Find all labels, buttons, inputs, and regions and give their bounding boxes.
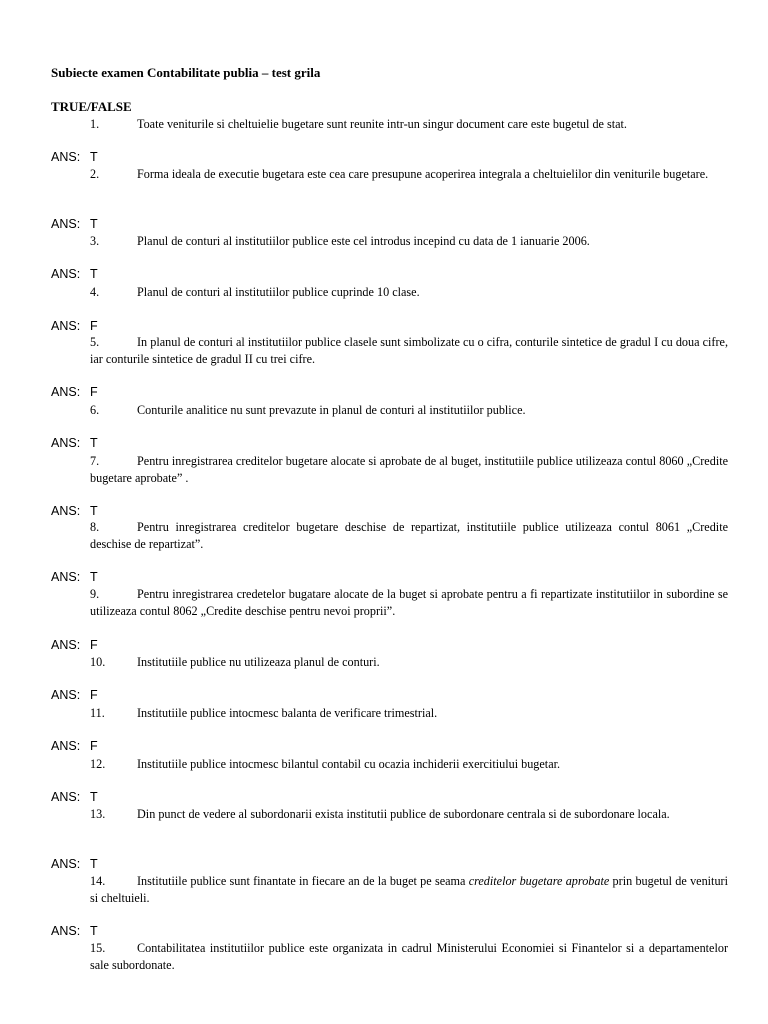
- question-number: 4.: [90, 285, 100, 299]
- document-title: Subiecte examen Contabilitate publia – test grila: [51, 65, 321, 80]
- question-text: Planul de conturi al institutiilor publice este cel introdus incepind cu data de 1 ianuarie 2006.: [137, 234, 590, 248]
- answer-value: T: [90, 217, 98, 231]
- answer-label: ANS:: [51, 790, 81, 804]
- answer-label: ANS:: [51, 385, 81, 399]
- answer-line: [51, 688, 98, 702]
- question-text: Din punct de vedere al subordonarii exista institutii publice de subordonare centrala si de subordonare locala.: [137, 807, 670, 821]
- answer-line: [51, 217, 98, 231]
- answer-value: F: [90, 385, 98, 399]
- question-item: [90, 116, 728, 133]
- question-number: 6.: [90, 403, 100, 417]
- answer-line: [51, 504, 98, 518]
- question-number: 2.: [90, 167, 100, 181]
- answer-value: T: [90, 504, 98, 518]
- answer-line: [51, 739, 98, 753]
- question-number: 10.: [90, 655, 106, 669]
- answer-label: ANS:: [51, 739, 81, 753]
- question-text: Pentru inregistrarea creditelor bugetare deschise de repartizat, institutiile publice utilizeaza contul 8061 „Credite deschise de repartizat”.: [90, 520, 728, 551]
- question-item: [90, 284, 728, 301]
- answer-label: ANS:: [51, 267, 81, 281]
- answer-label: ANS:: [51, 688, 81, 702]
- answer-value: T: [90, 570, 98, 584]
- answer-line: [51, 570, 98, 584]
- question-text: Pentru inregistrarea creditelor bugetare alocate si aprobate de al buget, institutiile publice utilizeaza contul 8060 „Credite bugetare aprobate” .: [90, 454, 728, 485]
- question-number: 8.: [90, 520, 100, 534]
- answer-label: ANS:: [51, 504, 81, 518]
- question-item: [90, 453, 728, 487]
- question-number: 13.: [90, 807, 106, 821]
- question-text: Institutiile publice sunt finantate in fiecare an de la buget pe seama: [137, 874, 469, 888]
- question-text: Forma ideala de executie bugetara este cea care presupune acoperirea integrala a cheltuielilor din veniturile bugetare.: [137, 167, 709, 181]
- answer-line: [51, 150, 98, 164]
- question-number: 9.: [90, 587, 100, 601]
- question-item: [90, 756, 728, 773]
- answer-line: [51, 385, 98, 399]
- question-item: [90, 940, 728, 974]
- answer-label: ANS:: [51, 924, 81, 938]
- question-number: 5.: [90, 335, 100, 349]
- question-text: Institutiile publice intocmesc balanta de verificare trimestrial.: [137, 706, 438, 720]
- question-item: [90, 586, 728, 620]
- question-text: Toate veniturile si cheltuielie bugetare sunt reunite intr-un singur document care este bugetul de stat.: [137, 117, 627, 131]
- answer-value: T: [90, 436, 98, 450]
- question-text-continued: prin bugetul de venituri si cheltuieli.: [90, 874, 728, 905]
- answer-value: F: [90, 638, 98, 652]
- question-item: [90, 654, 728, 671]
- answer-line: [51, 436, 98, 450]
- question-text: Planul de conturi al institutiilor publice cuprinde 10 clase.: [137, 285, 420, 299]
- answer-label: ANS:: [51, 150, 81, 164]
- answer-value: T: [90, 267, 98, 281]
- answer-value: T: [90, 924, 98, 938]
- question-item: [90, 402, 728, 419]
- question-item: [90, 519, 728, 553]
- answer-line: [51, 857, 98, 871]
- answer-label: ANS:: [51, 570, 81, 584]
- question-item: [90, 233, 728, 250]
- answer-label: ANS:: [51, 436, 81, 450]
- question-item: [90, 166, 728, 183]
- answer-value: F: [90, 319, 98, 333]
- answer-label: ANS:: [51, 319, 81, 333]
- question-number: 15.: [90, 941, 106, 955]
- answer-line: [51, 319, 98, 333]
- answer-line: [51, 790, 98, 804]
- question-text: Pentru inregistrarea credetelor bugatare alocate de la buget si aprobate pentru a fi repartizate institutiilor in subordine se utilizeaza contul 8062 „Credite deschise pentru nevoi proprii”.: [90, 587, 728, 618]
- answer-value: T: [90, 150, 98, 164]
- question-item: [90, 806, 728, 823]
- question-item: [90, 873, 728, 907]
- question-emphasis: creditelor bugetare aprobate: [468, 874, 610, 888]
- answer-line: [51, 267, 98, 281]
- answer-value: T: [90, 857, 98, 871]
- answer-label: ANS:: [51, 638, 81, 652]
- answer-value: F: [90, 688, 98, 702]
- answer-line: [51, 924, 98, 938]
- question-number: 7.: [90, 454, 100, 468]
- answer-line: [51, 638, 98, 652]
- question-number: 14.: [90, 874, 106, 888]
- answer-label: ANS:: [51, 857, 81, 871]
- question-item: [90, 705, 728, 722]
- question-number: 3.: [90, 234, 100, 248]
- question-text: Institutiile publice nu utilizeaza planul de conturi.: [137, 655, 380, 669]
- question-number: 12.: [90, 757, 106, 771]
- answer-value: T: [90, 790, 98, 804]
- question-number: 1.: [90, 117, 100, 131]
- question-text: In planul de conturi al institutiilor publice clasele sunt simbolizate cu o cifra, conturile sintetice de gradul I cu doua cifre, iar conturile sintetice de gradul II cu trei cifre.: [90, 335, 728, 366]
- answer-label: ANS:: [51, 217, 81, 231]
- question-text: Conturile analitice nu sunt prevazute in planul de conturi al institutiilor publice.: [137, 403, 526, 417]
- question-item: [90, 334, 728, 368]
- answer-value: F: [90, 739, 98, 753]
- question-text: Contabilitatea institutiilor publice este organizata in cadrul Ministerului Economiei si Finantelor si a departamentelor sale subordonate.: [90, 941, 728, 972]
- question-text: Institutiile publice intocmesc bilantul contabil cu ocazia inchiderii exercitiului bugetar.: [137, 757, 561, 771]
- section-heading: TRUE/FALSE: [51, 99, 132, 114]
- question-number: 11.: [90, 706, 105, 720]
